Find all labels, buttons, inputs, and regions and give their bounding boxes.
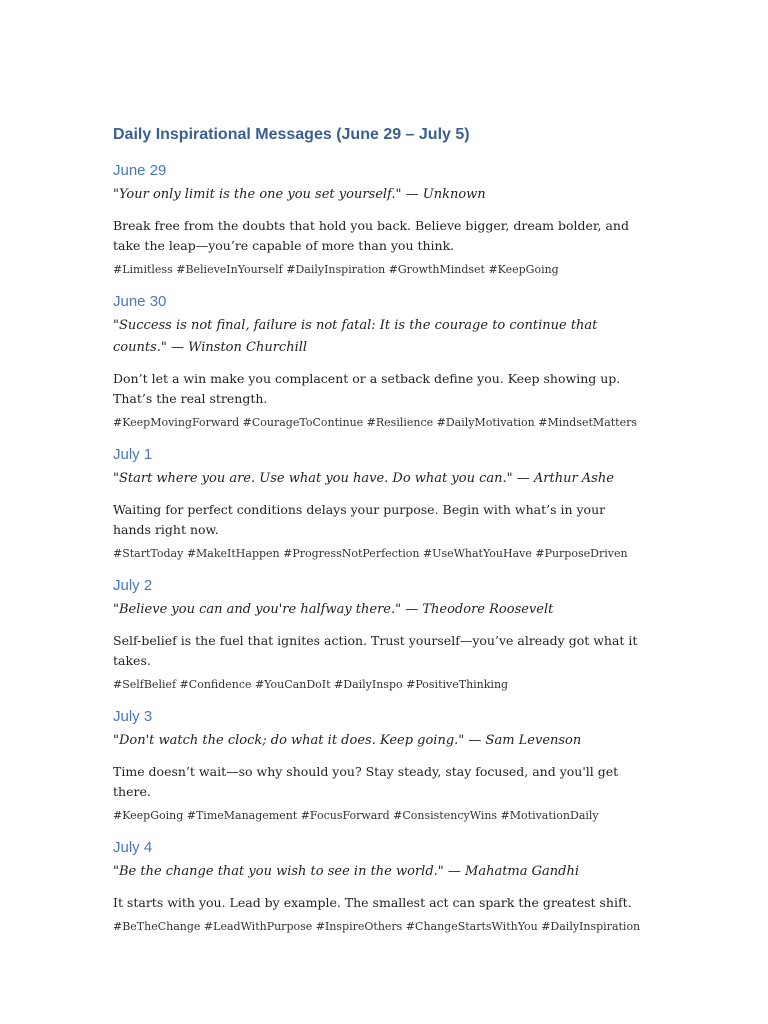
entry-quote: "Success is not final, failure is not fatal: It is the courage to continue that counts." — Winston Churchill	[113, 318, 598, 355]
entry-june-30	[113, 292, 643, 431]
entry-june-29	[113, 161, 643, 278]
entry-july-1	[113, 445, 643, 562]
entry-july-3	[113, 707, 643, 824]
entry-message: Break free from the doubts that hold you back. Believe bigger, dream bolder, and take the leap—you’re capable of more than you think.	[113, 218, 629, 253]
entry-day-heading: June 30	[113, 293, 167, 310]
entry-message: It starts with you. Lead by example. The smallest act can spark the greatest shift.	[113, 895, 632, 910]
entry-message: Self-belief is the fuel that ignites action. Trust yourself—you’ve already got what it takes.	[113, 633, 638, 668]
entry-hashtags: #Limitless #BelieveInYourself #DailyInspiration #GrowthMindset #KeepGoing	[113, 263, 559, 276]
entry-message: Don’t let a win make you complacent or a setback define you. Keep showing up. That’s the real strength.	[113, 371, 621, 406]
entry-quote: "Be the change that you wish to see in the world." — Mahatma Gandhi	[113, 864, 580, 879]
entry-hashtags: #KeepMovingForward #CourageToContinue #Resilience #DailyMotivation #MindsetMatters	[113, 416, 638, 429]
entry-hashtags: #BeTheChange #LeadWithPurpose #InspireOthers #ChangeStartsWithYou #DailyInspiration	[113, 920, 641, 933]
entry-message: Time doesn’t wait—so why should you? Stay steady, stay focused, and you'll get there.	[113, 764, 619, 799]
entry-day-heading: July 2	[113, 577, 153, 594]
document-page	[113, 124, 643, 949]
entry-day-heading: July 3	[113, 708, 153, 725]
entry-quote: "Your only limit is the one you set yourself." — Unknown	[113, 187, 486, 202]
entry-quote: "Don't watch the clock; do what it does. Keep going." — Sam Levenson	[113, 733, 582, 748]
entry-hashtags: #KeepGoing #TimeManagement #FocusForward #ConsistencyWins #MotivationDaily	[113, 809, 599, 822]
entry-day-heading: July 4	[113, 839, 153, 856]
entry-july-4	[113, 838, 643, 935]
entry-day-heading: July 1	[113, 446, 153, 463]
entry-message: Waiting for perfect conditions delays your purpose. Begin with what’s in your hands right now.	[113, 502, 606, 537]
entry-july-2	[113, 576, 643, 693]
entry-quote: "Believe you can and you're halfway there." — Theodore Roosevelt	[113, 602, 554, 617]
entry-quote: "Start where you are. Use what you have. Do what you can." — Arthur Ashe	[113, 471, 614, 486]
entry-hashtags: #StartToday #MakeItHappen #ProgressNotPerfection #UseWhatYouHave #PurposeDriven	[113, 547, 628, 560]
entry-hashtags: #SelfBelief #Confidence #YouCanDoIt #DailyInspo #PositiveThinking	[113, 678, 509, 691]
document-title: Daily Inspirational Messages (June 29 – July 5)	[113, 126, 470, 143]
entry-day-heading: June 29	[113, 162, 167, 179]
